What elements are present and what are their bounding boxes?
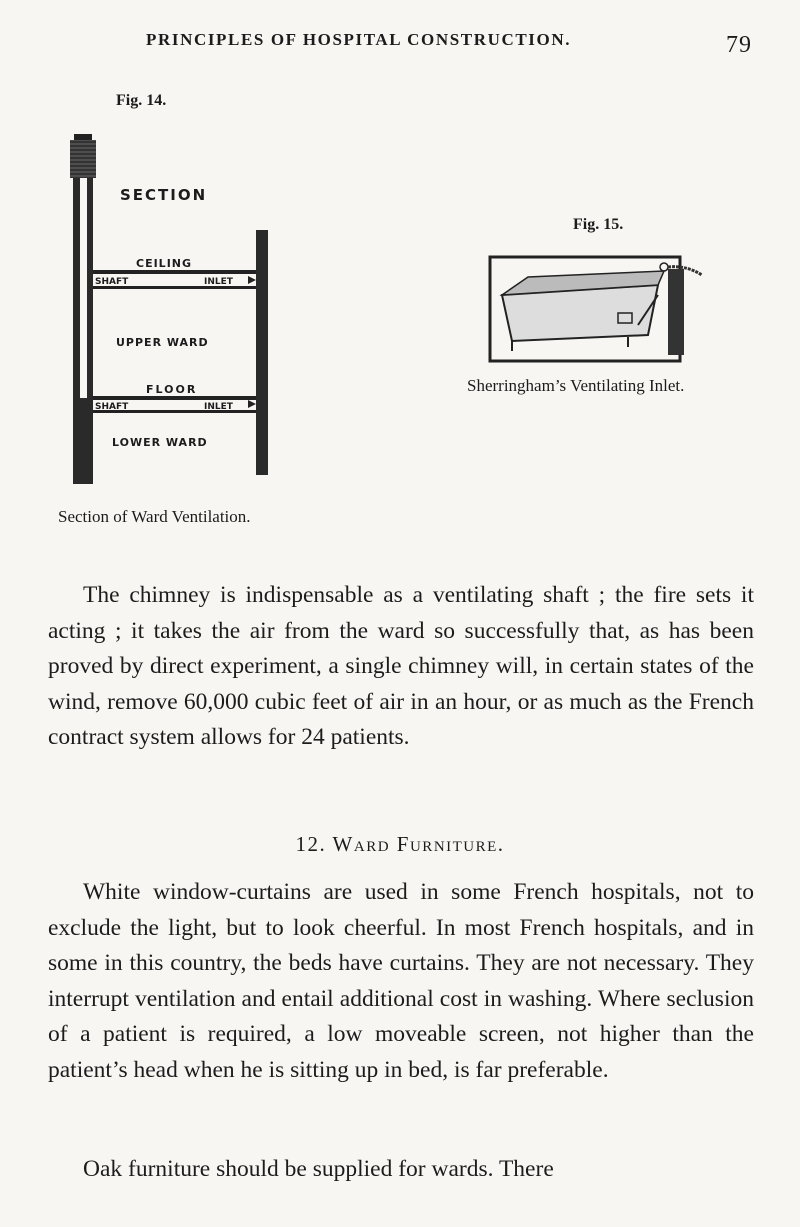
label-section: SECTION (120, 186, 208, 204)
floor-beam (93, 396, 256, 400)
label-upper-ward: UPPER WARD (116, 336, 209, 349)
figure-14-ward-ventilation-diagram (60, 130, 290, 485)
label-lower-ward: LOWER WARD (112, 436, 208, 449)
chimney-cap (70, 134, 96, 178)
chimney-inner-wall (87, 178, 93, 398)
label-inlet-upper: INLET (204, 277, 233, 287)
label-ceiling: CEILING (136, 257, 193, 270)
figure-15-label: Fig. 15. (573, 216, 624, 233)
ceiling-beam (93, 270, 256, 274)
label-floor: FLOOR (146, 383, 198, 396)
figure-14-label: Fig. 14. (116, 92, 167, 109)
label-shaft-lower: SHAFT (95, 402, 129, 412)
section-heading-ward-furniture: 12. Ward Furniture. (295, 832, 505, 856)
chimney-base (73, 398, 93, 484)
running-title: PRINCIPLES OF HOSPITAL CONSTRUCTION. (146, 30, 572, 49)
upper-inlet-arrow (248, 276, 256, 284)
figure-15-ventilating-inlet-drawing (488, 255, 708, 367)
paragraph-oak-furniture: Oak furniture should be supplied for wards. There (83, 1156, 554, 1182)
paragraph-chimney: The chimney is indispensable as a ventilating shaft ; the fire sets it acting ; it takes the air from the ward so successfully that, as has been proved by direct experiment, a single chimney will, in certain states of the wind, remove 60,000 cubic feet of air in an hour, or as much as the French contract system allows for 24 patients. (48, 582, 754, 751)
label-shaft-upper: SHAFT (95, 277, 129, 287)
label-inlet-lower: INLET (204, 402, 233, 412)
figure-14-caption: Section of Ward Ventilation. (58, 507, 251, 526)
figure-15-caption: Sherringham’s Ventilating Inlet. (467, 376, 685, 395)
lower-inlet-arrow (248, 400, 256, 408)
paragraph-curtains: White window-curtains are used in some French hospitals, not to exclude the light, but to look cheerful. In most French hospitals, and in some in this country, the beds have curtains. They are not necessary. They interrupt ventilation and entail additional cost in washing. Where seclusion of a patient is required, a low moveable screen, not higher than the patient’s head when he is sitting up in bed, is far preferable. (48, 879, 754, 1083)
right-wall (256, 230, 268, 475)
page-number: 79 (726, 32, 752, 58)
